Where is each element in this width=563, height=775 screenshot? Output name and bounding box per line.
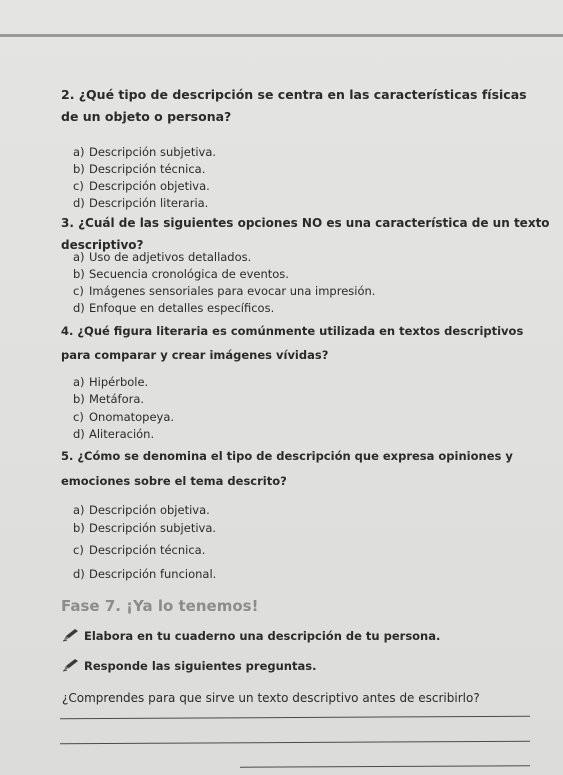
question-3-option-d: d) Enfoque en detalles específicos. (73, 301, 275, 315)
question-4-option-a: a) Hipérbole. (73, 375, 149, 389)
reflection-prompt: ¿Comprendes para que sirve un texto descriptivo antes de escribirlo? (62, 691, 480, 705)
pencil-icon (62, 658, 80, 672)
question-2-option-c: c) Descripción objetiva. (73, 179, 210, 193)
question-2: 2. ¿Qué tipo de descripción se centra en las características físicas de un objeto o persona? (61, 87, 527, 124)
question-4-option-b: b) Metáfora. (73, 392, 145, 406)
question-5: 5. ¿Cómo se denomina el tipo de descripción que expresa opiniones y emociones sobre el tema descrito? (61, 449, 513, 488)
answer-line[interactable] (60, 741, 530, 744)
question-3: 3. ¿Cuál de las siguientes opciones NO es una característica de un texto descriptivo? (61, 216, 550, 252)
question-5-option-d: d) Descripción funcional. (73, 567, 217, 581)
question-2-option-b: b) Descripción técnica. (73, 162, 206, 176)
question-3-option-a: a) Uso de adjetivos detallados. (73, 250, 252, 264)
question-2-option-a: a) Descripción subjetiva. (73, 145, 217, 159)
question-3-option-c: c) Imágenes sensoriales para evocar una impresión. (73, 284, 376, 298)
instruction-item: Elabora en tu cuaderno una descripción de tu persona. (62, 628, 440, 643)
answer-line[interactable] (60, 716, 530, 719)
section-title: Fase 7. ¡Ya lo tenemos! (61, 597, 259, 615)
top-divider (0, 34, 563, 37)
question-5-option-c: c) Descripción técnica. (73, 543, 206, 557)
question-4: 4. ¿Qué figura literaria es comúnmente utilizada en textos descriptivos para comparar y crear imágenes vívidas? (61, 324, 524, 362)
question-5-option-a: a) Descripción objetiva. (73, 503, 210, 517)
pencil-icon (62, 628, 80, 642)
question-5-option-b: b) Descripción subjetiva. (73, 521, 217, 535)
question-4-option-c: c) Onomatopeya. (73, 410, 175, 424)
instruction-item: Responde las siguientes preguntas. (62, 658, 316, 673)
question-2-option-d: d) Descripción literaria. (73, 196, 209, 210)
answer-line[interactable] (240, 765, 530, 768)
question-3-option-b: b) Secuencia cronológica de eventos. (73, 267, 289, 281)
question-4-option-d: d) Aliteración. (73, 427, 155, 441)
